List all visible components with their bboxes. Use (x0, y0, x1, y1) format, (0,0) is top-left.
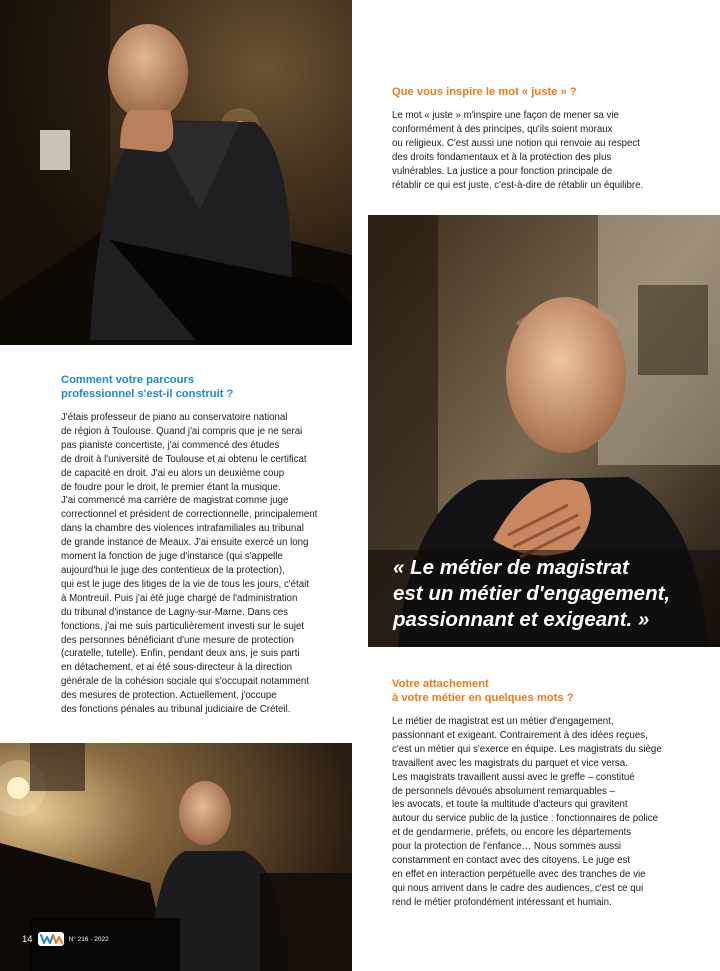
body-line: des mesures de protection. Actuellement, j'occupe (61, 690, 277, 702)
body-line: constamment en contact avec des citoyens. Le juge est (392, 855, 631, 867)
body-line: en détachement, et ai été sous-directeur à la direction (61, 662, 293, 674)
body-line: Le mot « juste » m'inspire une façon de mener sa vie (392, 110, 619, 121)
body-line: de foudre pour le droit, le premier étant la musique. (61, 481, 281, 493)
body-line: en effet en interaction perpétuelle avec des tranches de vie (392, 868, 646, 880)
body-line: Le métier de magistrat est un métier d'engagement, (392, 716, 614, 727)
magazine-logo-icon (38, 931, 64, 947)
section-heading (61, 373, 361, 401)
quote-line: passionnant et exigeant. » (393, 608, 650, 631)
body-line: Les magistrats travaillent aussi avec le greffe – constitué (392, 771, 635, 783)
body-line: à Montreuil. Puis j'ai été juge chargé de l'administration (61, 592, 298, 604)
body-line: ou religieux. C'est aussi une notion qui renvoie au respect (392, 137, 640, 149)
body-line: générale de la cohésion sociale qui s'occupait notamment (61, 676, 309, 688)
body-line: de personnels dévoués absolument remarquables – (392, 785, 615, 797)
body-line: des droits fondamentaux et à la protection des plus (392, 151, 612, 163)
body-line: c'est un métier qui s'exerce en équipe. Les magistrats du siège (392, 743, 662, 755)
body-line: les avocats, et toute la multitude d'acteurs qui gravitent (392, 799, 628, 811)
issue-number: N° 216 - 2022 (68, 935, 109, 943)
page-footer (22, 929, 109, 949)
pull-quote (393, 555, 718, 633)
section-body (61, 411, 361, 717)
section-body (392, 109, 702, 192)
body-line: pour la protection de l'enfance… Nous sommes aussi (392, 841, 622, 853)
body-line: de région à Toulouse. Quand j'ai compris que je ne serai (61, 425, 303, 437)
body-line: et de gendarmerie, préfets, ou encore les départements (392, 827, 632, 839)
heading-line: professionnel s'est-il construit ? (61, 388, 234, 400)
body-line: de capacité en droit. J'ai eu alors un deuxième coup (61, 467, 285, 479)
body-line: passionnant et exigeant. Contrairement à des idées reçues, (392, 729, 648, 741)
body-line: travaillent avec les magistrats du parquet et vice versa. (392, 757, 628, 769)
section-attachement (392, 677, 702, 910)
man-at-piano-photo (0, 0, 352, 345)
body-line: de grande instance de Meaux. J'ai ensuite exercé un long (61, 537, 309, 549)
section-juste (392, 85, 702, 192)
body-line: du tribunal d'instance de Lagny-sur-Marne. Dans ces (61, 606, 288, 618)
body-line: (curatelle, tutelle). Enfin, pendant deux ans, je suis parti (61, 648, 300, 660)
body-line: vulnérables. La justice a pour fonction principale de (392, 165, 613, 177)
body-line: pas pianiste concertiste, j'ai commencé des études (61, 439, 280, 451)
section-body (392, 715, 702, 910)
body-line: rétablir ce qui est juste, c'est-à-dire de rétablir un équilibre. (392, 179, 644, 191)
heading-line: Votre attachement (392, 678, 489, 690)
quote-line: « Le métier de magistrat (393, 556, 629, 579)
heading-line: Que vous inspire le mot « juste » ? (392, 86, 577, 98)
body-line: aujourd'hui le juge des contentieux de la protection), (61, 564, 285, 576)
body-line: J'étais professeur de piano au conservatoire national (61, 412, 288, 423)
body-line: J'ai commencé ma carrière de magistrat comme juge (61, 495, 289, 507)
body-line: des fonctions pénales au tribunal judiciaire de Créteil. (61, 704, 291, 716)
body-line: de droit à l'université de Toulouse et ai obtenu le certificat (61, 453, 307, 465)
body-line: autour du service public de la justice : fonctionnaires de police (392, 813, 659, 825)
body-line: des personnes bénéficiant d'une mesure de protection (61, 634, 294, 646)
heading-line: Comment votre parcours (61, 374, 195, 386)
quote-line: est un métier d'engagement, (393, 582, 671, 605)
body-line: qui nous arrivent dans le cadre des audiences, c'est ce qui (392, 882, 644, 894)
body-line: conformément à des principes, qu'ils soient moraux (392, 123, 613, 135)
body-line: dans la chambre des violences intrafamiliales au tribunal (61, 523, 304, 535)
page-number: 14 (22, 933, 33, 945)
body-line: rend le métier profondément intéressant et humain. (392, 896, 612, 908)
body-line: moment la fonction de juge d'instance (qui s'appelle (61, 551, 283, 563)
body-line: correctionnel et président de correctionnelle, principalement (61, 509, 318, 521)
body-line: fonctions, j'ai me suis particulièrement investi sur le sujet (61, 620, 305, 632)
section-heading (392, 85, 702, 99)
section-parcours (61, 373, 361, 717)
section-heading (392, 677, 702, 705)
heading-line: à votre métier en quelques mots ? (392, 692, 574, 704)
body-line: qui est le juge des litiges de la vie de tous les jours, c'était (61, 578, 309, 590)
